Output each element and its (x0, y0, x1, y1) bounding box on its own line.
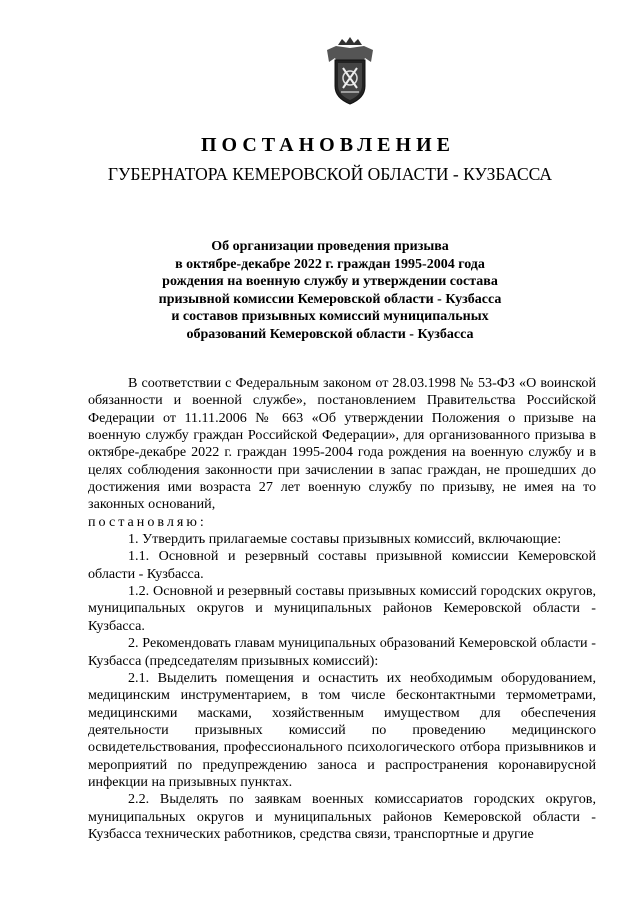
issuer-heading: ГУБЕРНАТОРА КЕМЕРОВСКОЙ ОБЛАСТИ - КУЗБАССА (107, 164, 553, 184)
document-title (140, 238, 520, 344)
clause-paragraph: 1.2. Основной и резервный составы призывных комиссий городских округов, муниципальных округов и муниципальных районов Кемеровской области - Кузбасса. (88, 583, 596, 634)
title-line: рождения на военную службу и утверждении состава (162, 274, 498, 290)
preamble-paragraph: В соответствии с Федеральным законом от 28.03.1998 № 53-ФЗ «О воинской обязанности и военной службе», постановлением Правительства Российской Федерации от 11.11.2006 № 663 «Об утверждении Положения о призыве на военную службу граждан Российской Федерации», для организованного призыва в октябре-декабре 2022 г. граждан 1995-2004 года рождения на военную службу и в целях соблюдения законности при зачислении в запас граждан, не прошедших до достижения ими возраста 27 лет военную службу по призыву, не имея на то законных оснований, (88, 375, 596, 513)
title-line: образований Кемеровской области - Кузбасса (186, 326, 474, 342)
resolves-word: постановляю: (88, 513, 207, 530)
clause-paragraph: 2.1. Выделить помещения и оснастить их необходимым оборудованием, медицинским инструментарием, в том числе бесконтактными термометрами, медицинскими масками, хозяйственным имуществом для обеспечения деятельности призывных комиссий по проведению медицинского освидетельствования, профессионального психологического отбора призывников и мероприятий по предупреждению заноса и распространения коронавирусной инфекции на призывных пунктах. (88, 669, 596, 790)
title-line: в октябре-декабре 2022 г. граждан 1995-2004 года (175, 256, 485, 272)
coat-of-arms-icon (325, 36, 375, 108)
title-line: Об организации проведения призыва (211, 239, 449, 254)
title-line: призывной комиссии Кемеровской области - Кузбасса (158, 291, 502, 307)
clause-paragraph: 2.2. Выделять по заявкам военных комиссариатов городских округов, муниципальных округов и муниципальных районов Кемеровской области - Кузбасса технических работников, средства связи, транспортные и другие (88, 791, 596, 842)
clause-paragraph: 2. Рекомендовать главам муниципальных образований Кемеровской области - Кузбасса (председателям призывных комиссий): (88, 635, 596, 669)
document-body (88, 375, 596, 843)
clause-paragraph: 1.1. Основной и резервный составы призывной комиссии Кемеровской области - Кузбасса. (88, 548, 596, 582)
document-type-heading: ПОСТАНОВЛЕНИЕ (201, 134, 455, 156)
clause-paragraph: 1. Утвердить прилагаемые составы призывных комиссий, включающие: (128, 531, 562, 548)
title-line: и составов призывных комиссий муниципальных (171, 309, 489, 325)
